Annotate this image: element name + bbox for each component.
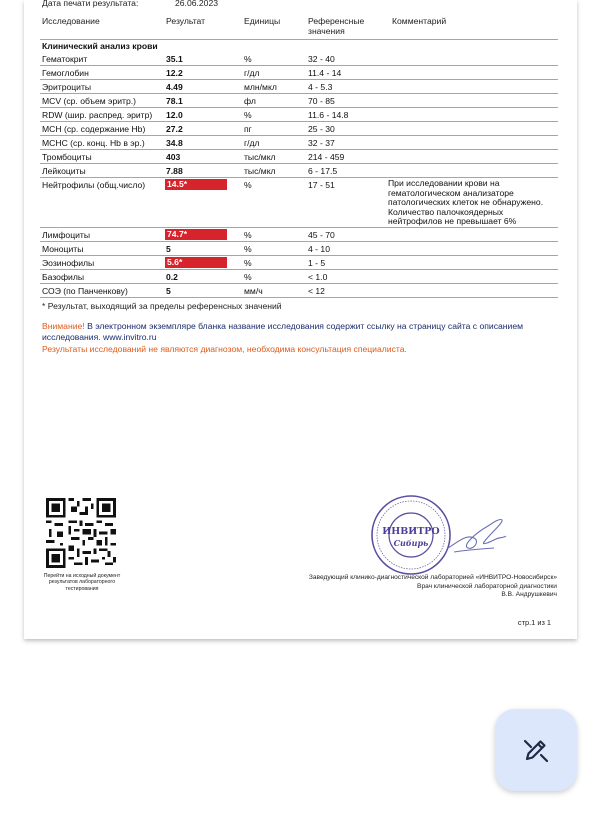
row-result: 4.49 (166, 82, 183, 92)
notice-disclaimer: Результаты исследований не являются диагнозом, необходима консультация специалиста. (42, 344, 407, 354)
row-comment-line5: нейтрофилов не превышает 6% (388, 216, 517, 227)
column-header-result: Результат (166, 16, 206, 26)
row-comment-line1: При исследовании крови на (388, 178, 500, 188)
table-row-basophils (40, 270, 558, 284)
row-result: 7.88 (166, 166, 183, 176)
row-reference: 45 - 70 (308, 230, 335, 240)
table-row-hematocrit (40, 52, 558, 66)
row-unit: мм/ч (244, 286, 263, 296)
row-unit: пг (244, 124, 252, 134)
row-result: 35.1 (166, 54, 183, 64)
row-name[interactable]: Эозинофилы (42, 258, 95, 268)
row-name[interactable]: MCHC (ср. конц. Hb в эр.) (42, 138, 145, 148)
row-result: 34.8 (166, 138, 183, 148)
row-unit: г/дл (244, 68, 260, 78)
column-header-comment: Комментарий (392, 16, 447, 26)
signature-line1: Заведующий клинико-диагностической лабораторией «ИНВИТРО-Новосибирск» (308, 574, 557, 581)
column-header-test: Исследование (42, 16, 100, 26)
row-reference: 11.6 - 14.8 (308, 110, 349, 120)
row-name[interactable]: Гемоглобин (42, 68, 89, 78)
row-unit: % (244, 258, 252, 268)
row-result-flagged: 74.7* (165, 229, 227, 240)
notice-warning-word: Внимание! (42, 321, 85, 331)
table-row-esr (40, 284, 558, 298)
table-row-leukocytes (40, 164, 558, 178)
signature-icon (444, 512, 510, 558)
stamp-seal-icon (370, 494, 452, 576)
signature-block (309, 574, 557, 600)
row-unit: г/дл (244, 138, 260, 148)
row-name[interactable]: Гематокрит (42, 54, 88, 64)
row-result: 12.2 (166, 68, 183, 78)
row-reference: 32 - 40 (308, 54, 335, 64)
row-reference: < 12 (308, 286, 325, 296)
print-date-value: 26.06.2023 (175, 0, 219, 8)
row-name[interactable]: Тромбоциты (42, 152, 92, 162)
row-result: 5 (166, 286, 171, 296)
row-reference: 25 - 30 (308, 124, 335, 134)
row-result-flagged: 14.5* (165, 179, 227, 190)
results-table (40, 52, 558, 298)
row-result: 0.2 (166, 272, 178, 282)
row-name[interactable]: СОЭ (по Панченкову) (42, 286, 128, 296)
row-comment-line2: гематологическом анализаторе (388, 187, 514, 198)
row-reference: 11.4 - 14 (308, 68, 342, 78)
edit-pencil-icon (521, 735, 551, 765)
row-unit: % (244, 54, 252, 64)
qr-caption: Перейти на исходный документ результатов лабораторного тестирования (43, 573, 121, 592)
row-name[interactable]: MCV (ср. объем эритр.) (42, 96, 136, 106)
row-comment-line3: патологических клеток не обнаружено. (388, 197, 544, 208)
qr-code-icon[interactable] (46, 498, 116, 568)
row-comment-line4: Количество палочкоядерных (388, 206, 504, 217)
column-header-units: Единицы (244, 16, 281, 26)
row-unit: тыс/мкл (244, 166, 276, 176)
row-unit: % (244, 180, 252, 190)
table-row-monocytes (40, 242, 558, 256)
edit-fab-button[interactable] (495, 709, 577, 791)
print-date-label: Дата печати результата: (42, 0, 139, 8)
table-row-platelets (40, 150, 558, 164)
row-name[interactable]: Эритроциты (42, 82, 92, 92)
row-result-flagged: 5.6* (165, 257, 227, 268)
notice-text[interactable]: В электронном экземпляре бланка название исследования содержит ссылку на страницу сайта с описанием исследования. www.invitro.ru (42, 321, 524, 342)
row-reference: 32 - 37 (308, 138, 335, 148)
row-result: 5 (166, 244, 171, 254)
row-name[interactable]: MCH (ср. содержание Hb) (42, 124, 146, 134)
row-name[interactable]: Нейтрофилы (общ.число) (42, 180, 146, 190)
table-row-eosinophils (40, 256, 558, 270)
row-reference: 17 - 51 (308, 180, 335, 190)
section-title: Клинический анализ крови (42, 41, 158, 51)
table-row-mcv (40, 94, 558, 108)
notice (42, 321, 562, 343)
table-row-lymphocytes (40, 228, 558, 242)
table-row-rdw (40, 108, 558, 122)
column-header-reference-line1: Референсные (308, 16, 365, 26)
page-number: стр.1 из 1 (517, 618, 551, 627)
row-result: 78.1 (166, 96, 183, 106)
row-reference: 214 - 459 (308, 152, 345, 162)
row-reference: 4 - 5.3 (308, 82, 333, 92)
row-reference: < 1.0 (308, 272, 328, 282)
row-unit: % (244, 244, 252, 254)
row-reference: 6 - 17.5 (308, 166, 338, 176)
table-row-mchc (40, 136, 558, 150)
stamp-text-bottom: Сибирь (393, 538, 429, 548)
signature-line3: В.В. Андрушкевич (501, 591, 557, 599)
stamp-text-top: ИНВИТРО (382, 526, 440, 537)
row-result: 403 (166, 152, 181, 162)
row-result: 27.2 (166, 124, 183, 134)
row-name[interactable]: Базофилы (42, 272, 85, 282)
row-reference: 4 - 10 (308, 244, 330, 254)
table-row-neutrophils (40, 178, 558, 228)
row-name[interactable]: Лимфоциты (42, 230, 91, 240)
row-unit: % (244, 110, 252, 120)
print-date (42, 0, 219, 8)
row-unit: % (244, 230, 252, 240)
row-unit: % (244, 272, 252, 282)
column-header-reference-line2: значения (308, 26, 345, 36)
header-divider (40, 39, 558, 40)
document-page (24, 0, 577, 639)
row-result: 12.0 (166, 110, 183, 120)
table-row-hemoglobin (40, 66, 558, 80)
column-header-reference (308, 16, 364, 36)
row-unit: млн/мкл (244, 82, 277, 92)
footnote: * Результат, выходящий за пределы референсных значений (42, 301, 282, 311)
row-name[interactable]: Моноциты (42, 244, 84, 254)
row-comment (388, 179, 560, 227)
table-row-erythrocytes (40, 80, 558, 94)
row-reference: 1 - 5 (308, 258, 326, 268)
row-unit: фл (244, 96, 256, 106)
table-row-mch (40, 122, 558, 136)
signature-line2: Врач клинической лабораторной диагностики (417, 582, 557, 590)
row-name[interactable]: Лейкоциты (42, 166, 86, 176)
row-unit: тыс/мкл (244, 152, 276, 162)
row-reference: 70 - 85 (308, 96, 335, 106)
row-name[interactable]: RDW (шир. распред. эритр) (42, 110, 153, 120)
